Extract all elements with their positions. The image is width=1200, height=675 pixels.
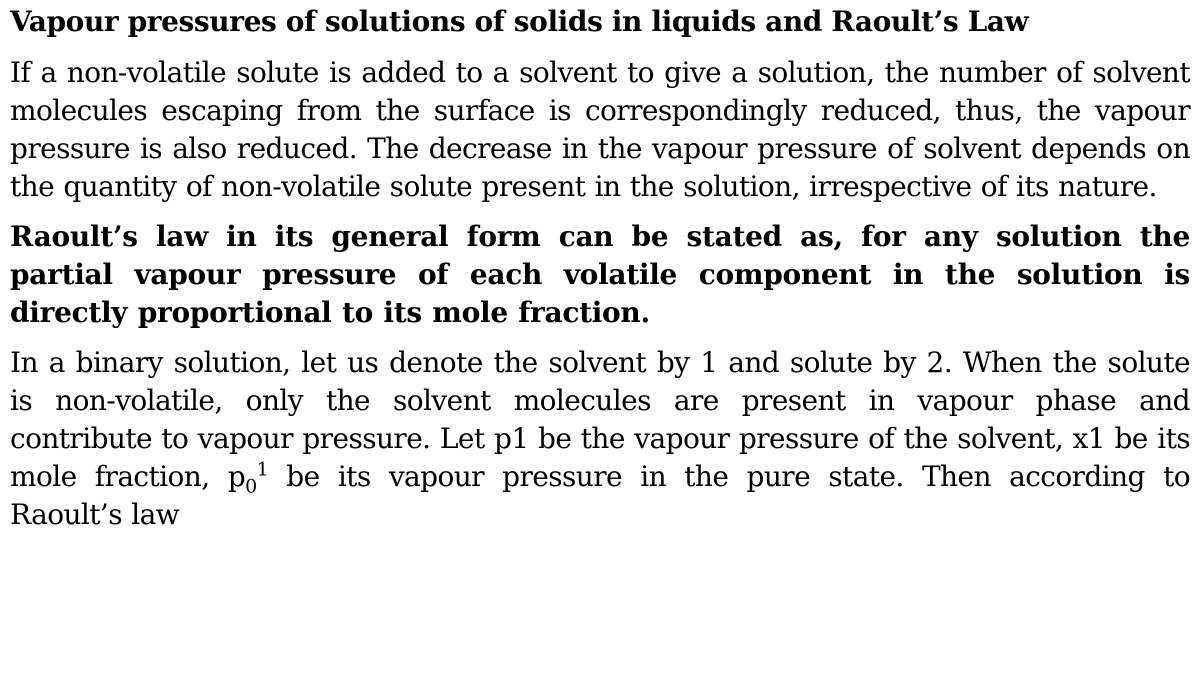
paragraph-binary-solution xyxy=(10,344,1190,534)
paragraph-binary-solution-text-before: In a binary solution, let us denote the solvent by 1 and solute by 2. When the solute is non-volatile, only the solvent molecules are present in vapour phase and contribute to vapour pressure. Let p1 be the vapour pressure of the solvent, x1 be its mole fraction, xyxy=(10,346,1190,493)
paragraph-vapour-pressure-lowering: If a non-volatile solute is added to a solvent to give a solution, the number of solvent molecules escaping from the surface is correspondingly reduced, thus, the vapour pressure is also reduced. The decrease in the vapour pressure of solvent depends on the quantity of non-volatile solute present in the solution, irrespective of its nature. xyxy=(10,56,1190,203)
symbol-base: p xyxy=(227,460,246,493)
slide-content xyxy=(10,0,1190,534)
symbol-superscript: 1 xyxy=(256,458,269,481)
paragraph-raoults-law-statement: Raoult’s law in its general form can be stated as, for any solution the partial vapour pressure of each volatile component in the solution is directly proportional to its mole fraction. xyxy=(10,220,1190,329)
paragraph-binary-solution-text-after: be its vapour pressure in the pure state. Then according to Raoult’s law xyxy=(10,460,1190,531)
symbol-subscript: 0 xyxy=(245,475,257,498)
pure-vapour-pressure-symbol xyxy=(227,458,269,498)
slide-title: Vapour pressures of solutions of solids in liquids and Raoult’s Law xyxy=(10,5,1029,38)
